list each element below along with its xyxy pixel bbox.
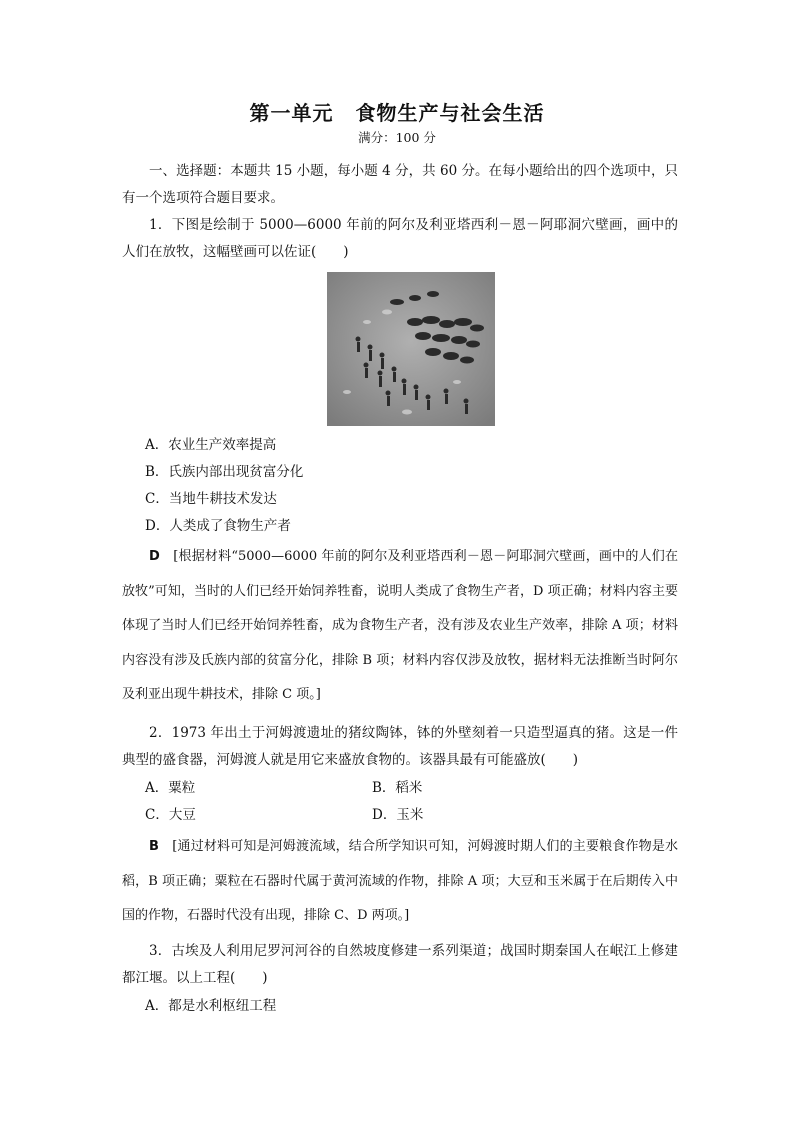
q2-option-c: C．大豆	[145, 807, 196, 823]
q1-option-b: B．氏族内部出现贫富分化	[145, 464, 304, 480]
page-title	[0, 97, 794, 126]
q1-answer-text: [根据材料“5000—6000 年前的阿尔及利亚塔西利－恩－阿耶洞穴壁画，画中的人们在放牧”可知，当时的人们已经开始饲养牲畜，说明人类成了食物生产者，D 项正确；材料内容主要体现了当时人们已经开始饲养牲畜，成为食物生产者，没有涉及农业生产效率，排除 A 项；材料内容没有涉及氏族内部的贫富分化，排除 B 项；材料内容仅涉及放牧，据材料无法推断当时阿尔及利亚出现牛耕技术，排除 C 项。]	[122, 549, 678, 702]
title-unit: 第一单元	[249, 101, 334, 125]
question-2-stem: 2．1973 年出土于河姆渡遗址的猪纹陶钵，钵的外壁刻着一只造型逼真的猪。这是一件典型的盛食器，河姆渡人就是用它来盛放食物的。该器具最有可能盛放( )	[122, 725, 678, 768]
q2-option-a: A．粟粒	[145, 780, 196, 796]
q2-answer-explanation	[122, 830, 678, 934]
q1-option-a: A．农业生产效率提高	[145, 437, 277, 453]
section-intro: 一、选择题：本题共 15 小题，每小题 4 分，共 60 分。在每小题给出的四个选项中，只有一个选项符合题目要求。	[122, 163, 678, 206]
q2-option-d: D．玉米	[372, 807, 424, 823]
q1-answer-letter: D	[149, 549, 160, 564]
q2-answer-letter: B	[149, 839, 159, 854]
q3-option-a: A．都是水利枢纽工程	[145, 998, 277, 1014]
q1-answer-explanation	[122, 540, 678, 713]
question-3-stem: 3．古埃及人利用尼罗河河谷的自然坡度修建一系列渠道；战国时期秦国人在岷江上修建都江堰。以上工程( )	[122, 943, 678, 986]
q2-option-b: B．稻米	[372, 780, 423, 796]
q1-option-c: C．当地牛耕技术发达	[145, 491, 277, 507]
cave-painting-image	[327, 272, 495, 426]
q2-answer-text: [通过材料可知是河姆渡流域，结合所学知识可知，河姆渡时期人们的主要粮食作物是水稻，B 项正确；粟粒在石器时代属于黄河流域的作物，排除 A 项；大豆和玉米属于在后期传入中国的作物，石器时代没有出现，排除 C、D 两项。]	[122, 839, 678, 923]
score-line: 满分：100 分	[358, 130, 436, 145]
title-topic: 食物生产与社会生活	[355, 101, 545, 125]
question-1-stem: 1．下图是绘制于 5000—6000 年前的阿尔及利亚塔西利－恩－阿耶洞穴壁画，画中的人们在放牧，这幅壁画可以佐证( )	[122, 217, 678, 260]
q1-option-d: D．人类成了食物生产者	[145, 518, 291, 534]
